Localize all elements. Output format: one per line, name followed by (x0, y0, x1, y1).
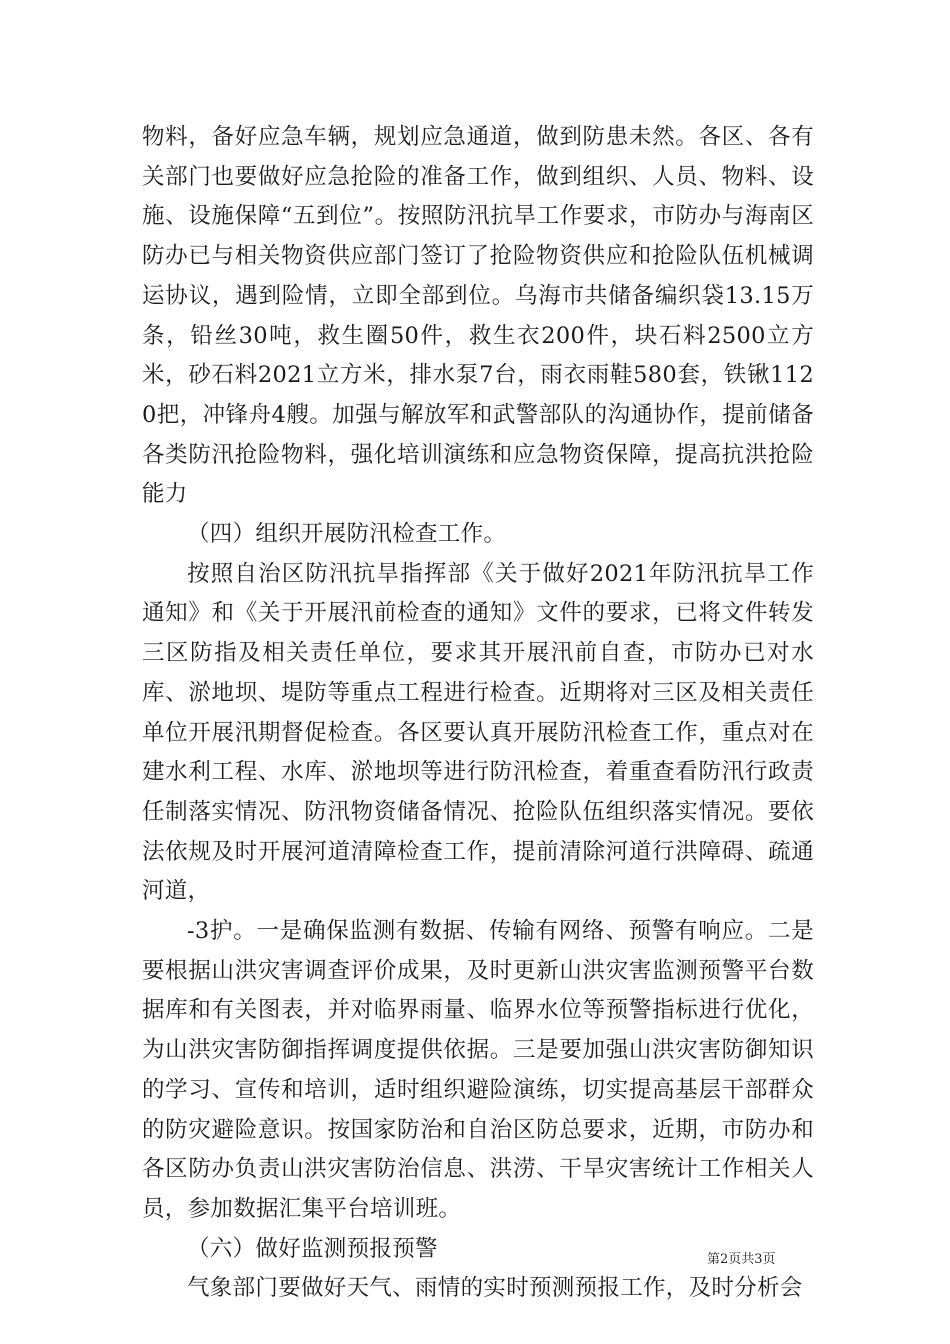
section-heading-4: （四）组织开展防汛检查工作。 (187, 521, 507, 548)
page-number-footer: 第2页共3页 (707, 1252, 776, 1267)
paragraph-forecast: 气象部门要做好天气、雨情的实时预测预报工作，及时分析会 (187, 1275, 803, 1302)
document-page (142, 118, 814, 1309)
section-heading-6: （六）做好监测预报预警 (187, 1235, 438, 1262)
paragraph-inspection: 按照自治区防汛抗旱指挥部《关于做好2021年防汛抗旱工作通知》和《关于开展汛前检查的通知》文件的要求，已将文件转发三区防指及相关责任单位，要求其开展汛前自查，市防办已对水库、淤地坝、堤防等重点工程进行检查。近期将对三区及相关责任单位开展汛期督促检查。各区要认真开展防汛检查工作，重点对在建水利工程、水库、淤地坝等进行防汛检查，着重查看防汛行政责任制落实情况、防汛物资储备情况、抢险队伍组织落实情况。要依法依规及时开展河道清障检查工作，提前清除河道行洪障碍、疏通河道， (142, 560, 814, 905)
paragraph-flash-flood: -3护。一是确保监测有数据、传输有网络、预警有响应。二是要根据山洪灾害调查评价成果，及时更新山洪灾害监测预警平台数据库和有关图表，并对临界雨量、临界水位等预警指标进行优化，为山洪灾害防御指挥调度提供依据。三是要加强山洪灾害防御知识的学习、宣传和培训，适时组织避险演练，切实提高基层干部群众的防灾避险意识。按国家防治和自治区防总要求，近期，市防办和各区防办负责山洪灾害防治信息、洪涝、干旱灾害统计工作相关人员，参加数据汇集平台培训班。 (142, 918, 814, 1222)
paragraph-materials-continued: 物料，备好应急车辆，规划应急通道，做到防患未然。各区、各有关部门也要做好应急抢险的准备工作，做到组织、人员、物料、设施、设施保障“五到位”。按照防汛抗旱工作要求，市防办与海南区防办已与相关物资供应部门签订了抢险物资供应和抢险队伍机械调运协议，遇到险情，立即全部到位。乌海市共储备编织袋13.15万条，铅丝30吨，救生圈50件，救生衣200件，块石料2500立方米，砂石料2021立方米，排水泵7台，雨衣雨鞋580套，铁锹1120把，冲锋舟4艘。加强与解放军和武警部队的沟通协作，提前储备各类防汛抢险物料，强化培训演练和应急物资保障，提高抗洪抢险能力 (142, 124, 814, 508)
